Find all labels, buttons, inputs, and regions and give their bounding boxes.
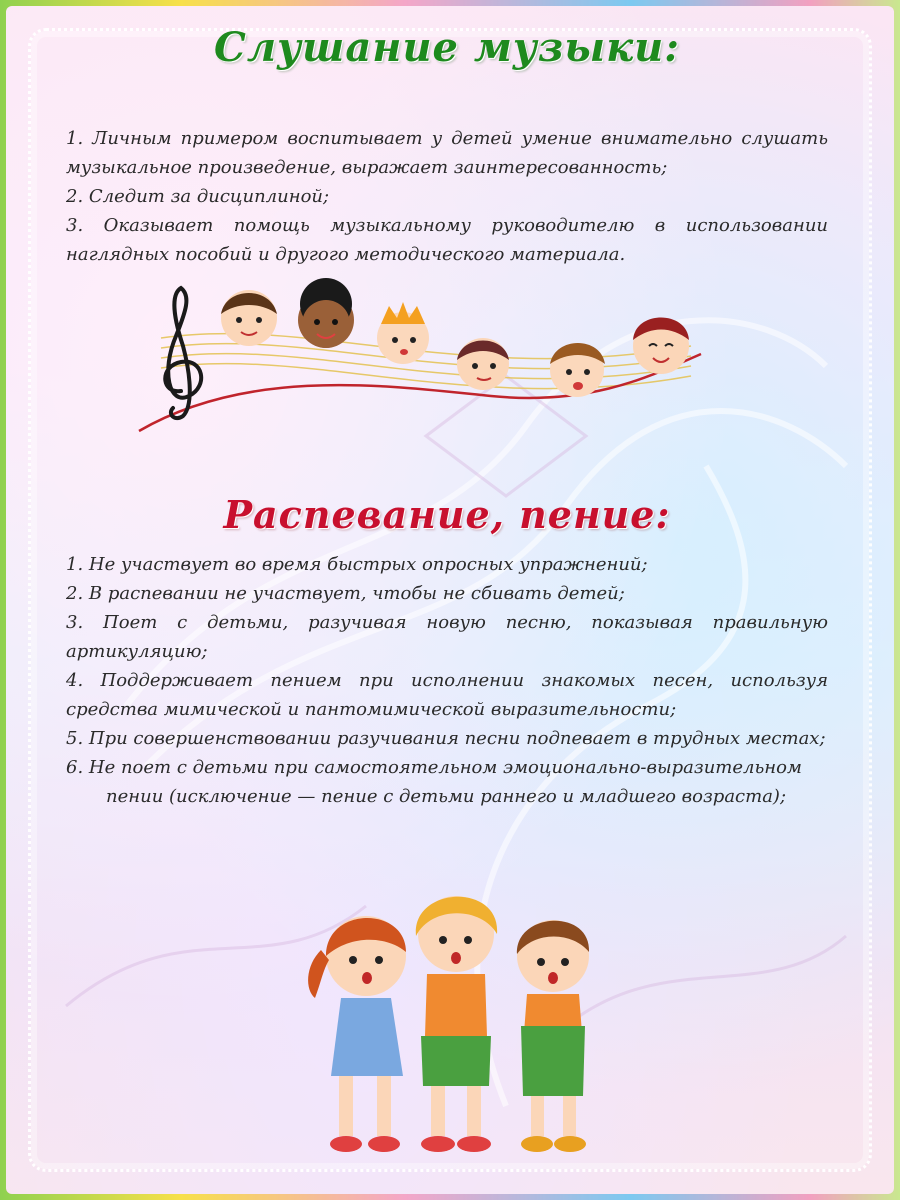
list-item: 2. В распевании не участвует, чтобы не сбивать детей; xyxy=(66,583,625,604)
singing-children-illustration xyxy=(291,886,631,1171)
boy-right xyxy=(517,920,589,1152)
child-face-2 xyxy=(298,278,354,348)
list-item: 1. Личным примером воспитывает у детей умение внимательно слушать музыкальное произведение, выражает заинтересованность; xyxy=(66,128,828,178)
list-item: 2. Следит за дисциплиной; xyxy=(66,186,330,207)
list-item: 1. Не участвует во время быстрых опросных упражнений; xyxy=(66,554,648,575)
poster-sheet xyxy=(6,6,894,1194)
section-listening-text xyxy=(66,124,828,269)
list-item: 3. Поет с детьми, разучивая новую песню, показывая правильную артикуляцию; xyxy=(66,612,828,662)
child-face-4 xyxy=(457,338,509,390)
girl-left xyxy=(308,916,406,1152)
child-face-6 xyxy=(633,318,689,375)
section-singing-text xyxy=(66,550,828,811)
girl-middle xyxy=(416,896,497,1152)
list-item: 3. Оказывает помощь музыкальному руководителю в использовании наглядных пособий и другого методического материала. xyxy=(66,215,828,265)
treble-clef-icon xyxy=(165,288,201,418)
list-item: 6. Не поет с детьми при самостоятельном эмоционально-выразительном xyxy=(66,757,802,778)
child-face-3 xyxy=(377,302,429,364)
section-title-listening: Слушание музыки: xyxy=(214,24,680,71)
child-face-1 xyxy=(221,290,277,346)
list-item-continuation: пении (исключение — пение с детьми раннего и младшего возраста); xyxy=(106,786,787,807)
treble-clef-children-illustration xyxy=(131,276,711,436)
list-item: 4. Поддерживает пением при исполнении знакомых песен, используя средства мимической и пантомимической выразительности; xyxy=(66,670,828,720)
child-face-5 xyxy=(550,343,605,397)
list-item: 5. При совершенствовании разучивания песни подпевает в трудных местах; xyxy=(66,728,826,749)
section-title-singing: Распевание, пение: xyxy=(223,492,671,537)
